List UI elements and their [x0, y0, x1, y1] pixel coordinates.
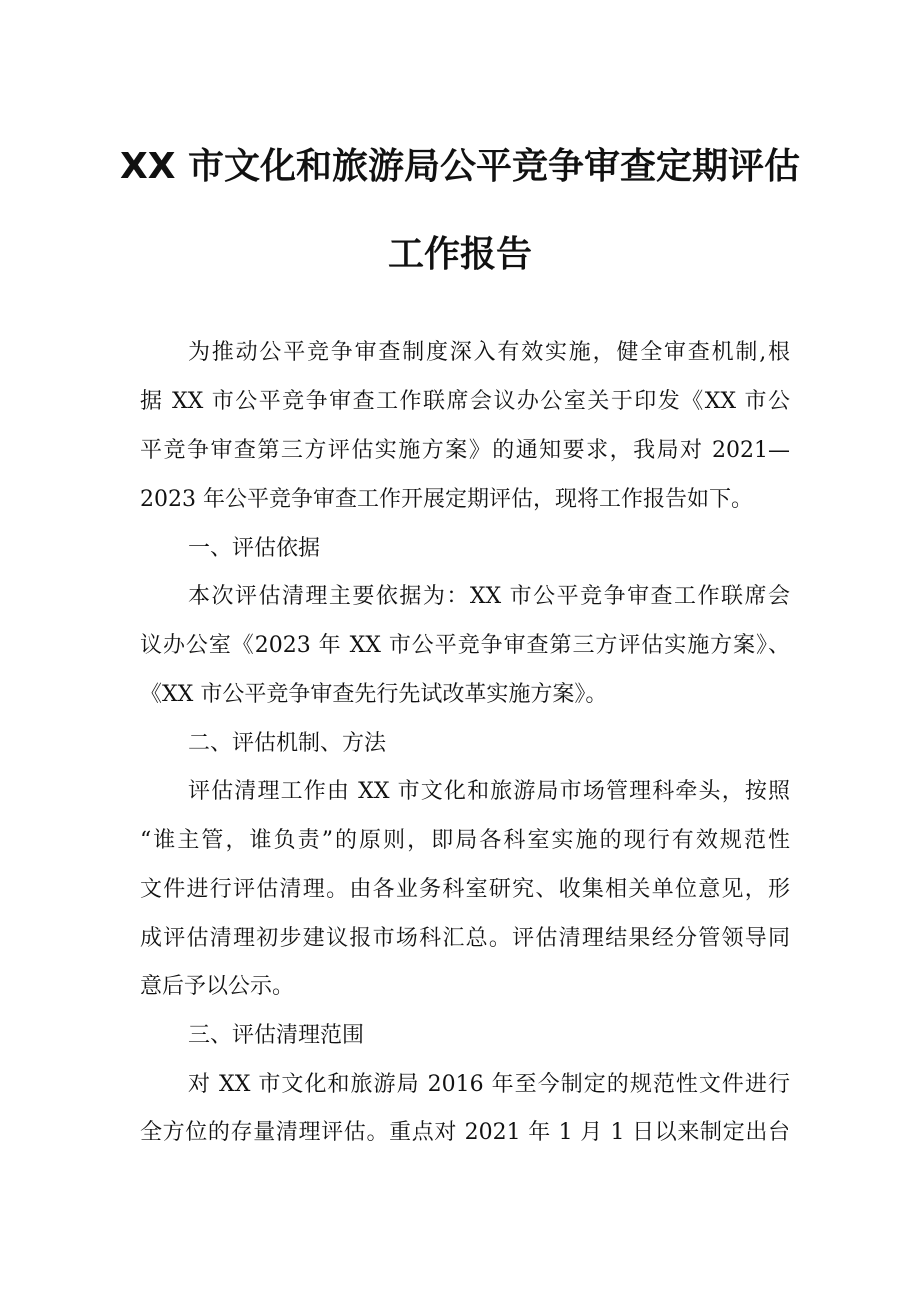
paragraph-line: 议办公室《2023 年 XX 市公平竞争审查第三方评估实施方案》、 — [140, 633, 790, 658]
section-heading: 三、评估清理范围 — [188, 1023, 365, 1048]
paragraph-line: 全方位的存量清理评估。重点对 2021 年 1 月 1 日以来制定出台 — [140, 1120, 790, 1145]
paragraph-line: 成评估清理初步建议报市场科汇总。评估清理结果经分管领导同 — [140, 926, 790, 951]
paragraph-line: 文件进行评估清理。由各业务科室研究、收集相关单位意见，形 — [140, 877, 790, 902]
paragraph-line: 平竞争审查第三方评估实施方案》的通知要求，我局对 2021— — [140, 438, 790, 463]
document-title-line-1: XX 市文化和旅游局公平竞争审查定期评估 — [119, 146, 801, 187]
paragraph-line: 意后予以公示。 — [140, 974, 295, 999]
paragraph-line: “谁主管，谁负责”的原则，即局各科室实施的现行有效规范性 — [140, 828, 790, 853]
paragraph-line: 评估清理工作由 XX 市文化和旅游局市场管理科牵头，按照 — [188, 779, 790, 804]
paragraph-line: 《XX 市公平竞争审查先行先试改革实施方案》。 — [140, 682, 608, 707]
paragraph-line: 据 XX 市公平竞争审查工作联席会议办公室关于印发《XX 市公 — [140, 389, 790, 414]
section-heading: 一、评估依据 — [188, 536, 321, 561]
paragraph-line: 为推动公平竞争审查制度深入有效实施，健全审查机制,根 — [188, 340, 790, 365]
document-title-line-2: 工作报告 — [387, 234, 532, 275]
paragraph-line: 本次评估清理主要依据为：XX 市公平竞争审查工作联席会 — [188, 584, 790, 609]
paragraph-line: 对 XX 市文化和旅游局 2016 年至今制定的规范性文件进行 — [188, 1072, 790, 1097]
section-heading: 二、评估机制、方法 — [188, 731, 387, 756]
paragraph-line: 2023 年公平竞争审查工作开展定期评估，现将工作报告如下。 — [140, 487, 753, 512]
